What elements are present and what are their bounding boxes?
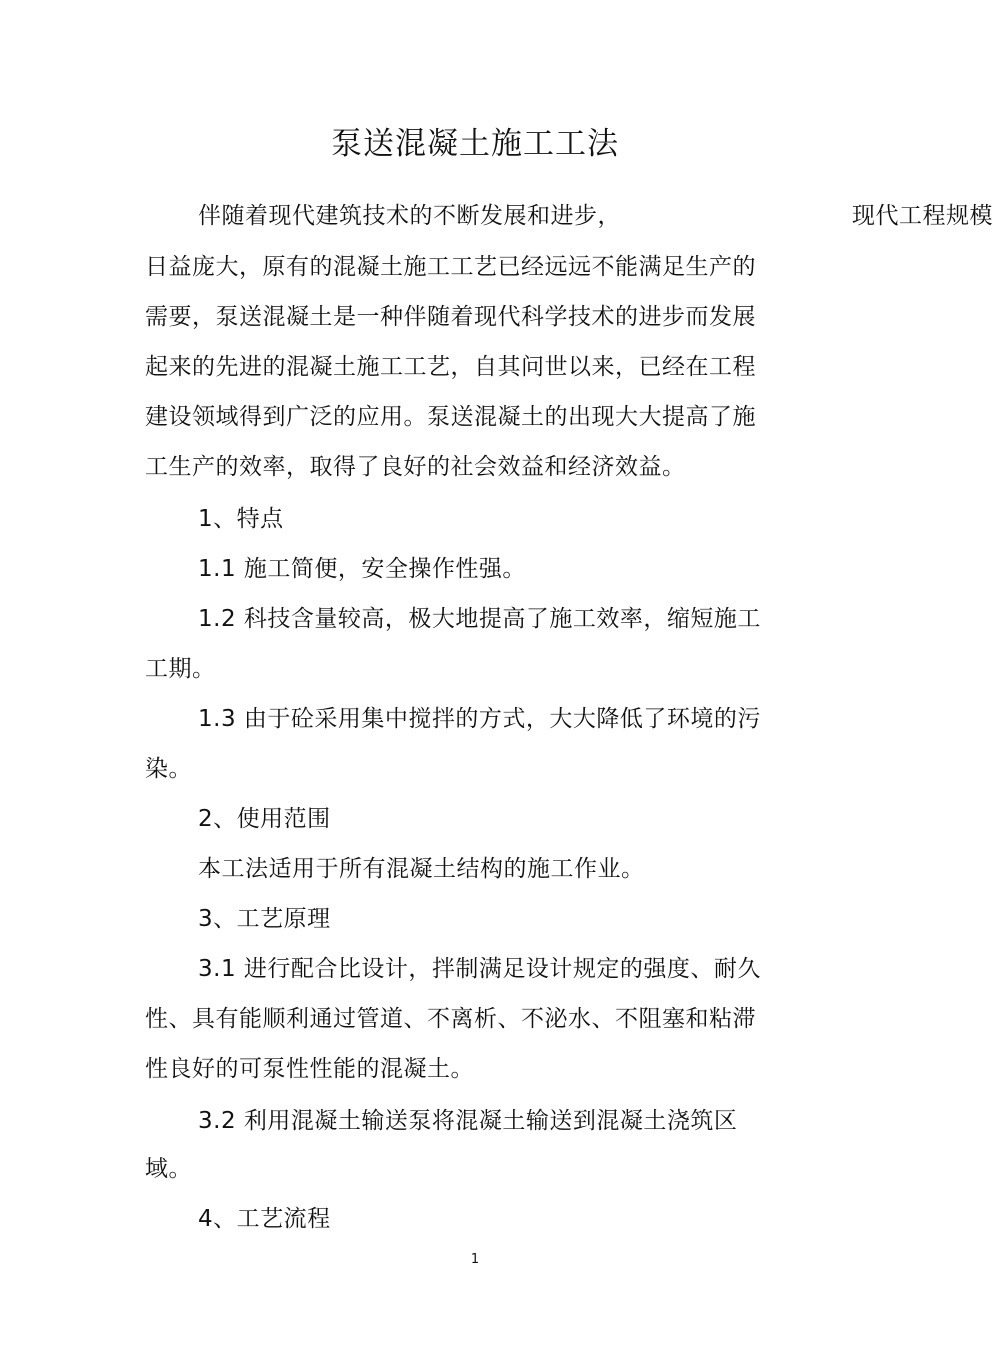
intro-line-1-left: 伴随着现代建筑技术的不断发展和进步， bbox=[198, 203, 621, 229]
section-1-item-3-line-1: 1.3 由于砼采用集中搅拌的方式，大大降低了环境的污 bbox=[198, 706, 761, 732]
intro-line-2: 日益庞大，原有的混凝土施工工艺已经远远不能满足生产的 bbox=[145, 254, 756, 280]
section-3-item-1-line-2: 性、具有能顺利通过管道、不离析、不泌水、不阻塞和粘滞 bbox=[145, 1006, 756, 1032]
section-3-item-2-line-1: 3.2 利用混凝土输送泵将混凝土输送到混凝土浇筑区 bbox=[198, 1108, 738, 1134]
intro-line-1 bbox=[198, 199, 993, 233]
intro-line-1-right: 现代工程规模 bbox=[852, 203, 993, 229]
section-3-heading: 3、工艺原理 bbox=[198, 906, 331, 932]
section-1-item-1: 1.1 施工简便，安全操作性强。 bbox=[198, 556, 526, 582]
intro-line-4: 起来的先进的混凝土施工工艺，自其问世以来，已经在工程 bbox=[145, 354, 756, 380]
document-title: 泵送混凝土施工工法 bbox=[331, 126, 619, 162]
section-3-item-1-line-3: 性良好的可泵性性能的混凝土。 bbox=[145, 1056, 474, 1082]
section-2-heading: 2、使用范围 bbox=[198, 806, 331, 832]
section-3-item-1-line-1: 3.1 进行配合比设计，拌制满足设计规定的强度、耐久 bbox=[198, 956, 761, 982]
intro-line-3: 需要，泵送混凝土是一种伴随着现代科学技术的进步而发展 bbox=[145, 304, 756, 330]
intro-line-5: 建设领域得到广泛的应用。泵送混凝土的出现大大提高了施 bbox=[145, 404, 756, 430]
intro-line-6: 工生产的效率，取得了良好的社会效益和经济效益。 bbox=[145, 454, 686, 480]
section-1-item-2-line-1: 1.2 科技含量较高，极大地提高了施工效率，缩短施工 bbox=[198, 606, 761, 632]
section-1-heading: 1、特点 bbox=[198, 506, 284, 532]
section-4-heading: 4、工艺流程 bbox=[198, 1206, 331, 1232]
section-1-item-3-line-2: 染。 bbox=[145, 756, 192, 782]
section-1-item-2-line-2: 工期。 bbox=[145, 656, 216, 682]
page-number: 1 bbox=[470, 1252, 480, 1267]
section-3-item-2-line-2: 域。 bbox=[145, 1156, 192, 1182]
section-2-text: 本工法适用于所有混凝土结构的施工作业。 bbox=[198, 856, 645, 882]
